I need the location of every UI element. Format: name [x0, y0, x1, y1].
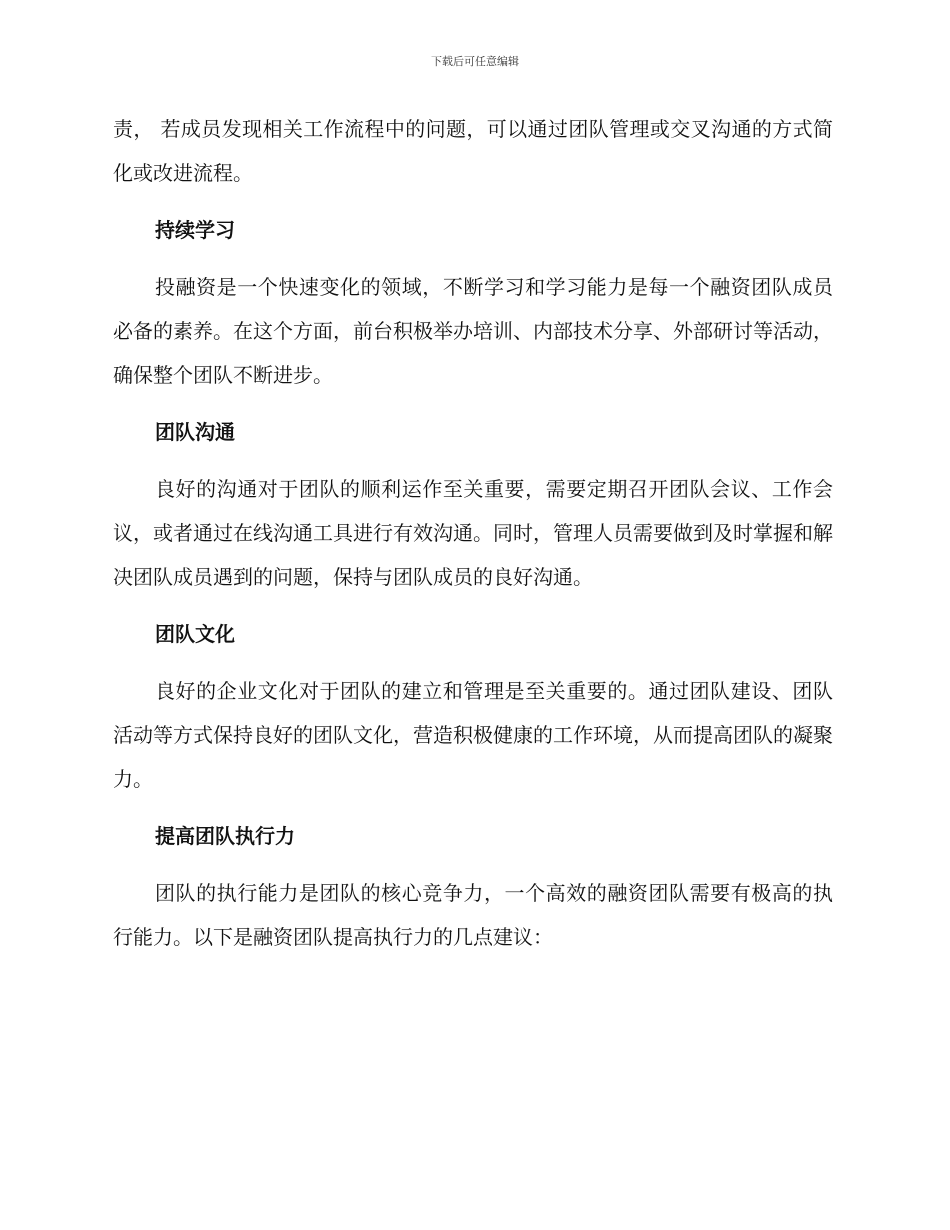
section-heading-team-culture: 团队文化	[155, 622, 235, 646]
section-heading-team-execution: 提高团队执行力	[155, 824, 295, 848]
section-heading-team-communication: 团队沟通	[155, 420, 235, 444]
section-heading-continuous-learning: 持续学习	[155, 218, 235, 242]
page-header: 下载后可任意编辑	[431, 55, 519, 68]
section-body-team-execution: 团队的执行能力是团队的核心竞争力，一个高效的融资团队需要有极高的执行能力。以下是融资团队提高执行力的几点建议：	[113, 881, 833, 949]
section-body-team-culture: 良好的企业文化对于团队的建立和管理是至关重要的。通过团队建设、团队活动等方式保持良好的团队文化，营造积极健康的工作环境，从而提高团队的凝聚力。	[113, 679, 833, 791]
section-body-team-communication: 良好的沟通对于团队的顺利运作至关重要，需要定期召开团队会议、工作会议，或者通过在线沟通工具进行有效沟通。同时，管理人员需要做到及时掌握和解决团队成员遇到的问题，保持与团队成员的良好沟通。	[113, 477, 833, 589]
document-body	[113, 107, 833, 959]
section-body-continuous-learning: 投融资是一个快速变化的领域，不断学习和学习能力是每一个融资团队成员必备的素养。在这个方面，前台积极举办培训、内部技术分享、外部研讨等活动，确保整个团队不断进步。	[113, 275, 833, 387]
intro-paragraph: 责， 若成员发现相关工作流程中的问题，可以通过团队管理或交叉沟通的方式简化或改进流程。	[113, 117, 833, 185]
